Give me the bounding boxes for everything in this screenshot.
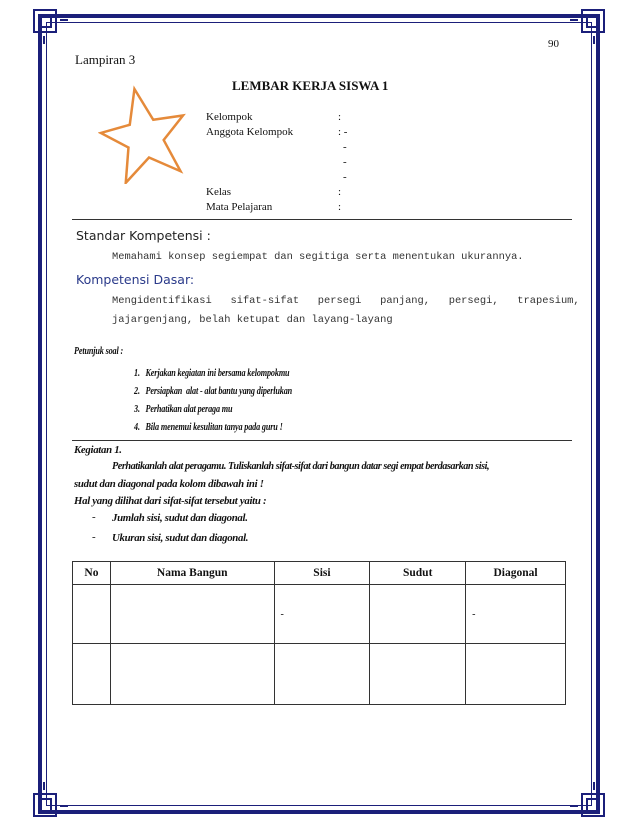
field-label-anggota: Anggota Kelompok [206,126,294,138]
table-header-row [73,562,566,585]
kegiatan-instruction-line1: Perhatikanlah alat peragamu. Tuliskanlah sifat-sifat dari bangun datar segi empat berdasarkan sisi, [112,461,490,472]
field-sep: - [343,156,347,168]
kegiatan-instruction-line3: Hal yang dilihat dari sifat-sifat tersebut yaitu : [74,495,267,507]
field-sep: : [338,186,342,198]
cell-no[interactable] [73,585,111,644]
petunjuk-item: 1. Kerjakan kegiatan ini bersama kelompokmu [134,368,290,379]
bullet-dash: - [92,531,96,543]
cell-diagonal[interactable]: - [466,585,566,644]
field-label-kelompok: Kelompok [206,111,253,123]
field-sep: - [343,141,347,153]
cell-sisi[interactable]: - [274,585,370,644]
field-label-blank [206,140,293,155]
cell-sisi[interactable] [274,644,370,705]
kompetensi-line2: jajargenjang, belah ketupat dan layang-layang [112,314,393,326]
page-number: 90 [548,38,559,50]
standar-text: Memahami konsep segiempat dan segitiga serta menentukan ukurannya. [112,251,524,263]
appendix-label: Lampiran 3 [75,52,136,67]
petunjuk-heading: Petunjuk soal : [74,346,124,357]
divider [72,219,572,220]
cell-sudut[interactable] [370,585,466,644]
field-sep: : [338,201,342,213]
field-label-blank [206,155,293,170]
petunjuk-item: 3. Perhatikan alat peraga mu [134,404,233,415]
field-sep: - [343,171,347,183]
table-row [73,585,566,644]
cell-nama-bangun[interactable] [110,644,274,705]
form-separators [338,110,347,215]
col-header-nama-bangun: Nama Bangun [110,562,274,585]
petunjuk-item: 4. Bila menemui kesulitan tanya pada guru ! [134,422,283,433]
bullet-dash: - [92,511,96,523]
bullet-text: Jumlah sisi, sudut dan diagonal. [112,512,248,524]
kegiatan-instruction-line2: sudut dan diagonal pada kolom dibawah ini ! [74,478,264,490]
field-sep: : - [338,126,348,138]
divider [72,440,572,441]
standar-heading: Standar Kompetensi : [76,228,211,243]
col-header-no: No [73,562,111,585]
kompetensi-line1: Mengidentifikasi sifat-sifat persegi panjang, persegi, trapesium, [112,295,580,307]
cell-sudut[interactable] [370,644,466,705]
field-label-kelas: Kelas [206,186,232,198]
col-header-diagonal: Diagonal [466,562,566,585]
col-header-sisi: Sisi [274,562,370,585]
cell-diagonal[interactable] [466,644,566,705]
field-label-blank [206,170,293,185]
col-header-sudut: Sudut [370,562,466,585]
bullet-text: Ukuran sisi, sudut dan diagonal. [112,532,249,544]
table-row [73,644,566,705]
page-title: LEMBAR KERJA SISWA 1 [232,78,389,93]
kegiatan-heading: Kegiatan 1. [74,444,122,456]
field-label-mapel: Mata Pelajaran [206,201,273,213]
petunjuk-item: 2. Persiapkan alat - alat bantu yang diperlukan [134,386,293,397]
properties-table [72,561,566,705]
star-icon [98,84,190,184]
cell-nama-bangun[interactable] [110,585,274,644]
cell-no[interactable] [73,644,111,705]
kompetensi-heading: Kompetensi Dasar: [76,272,195,287]
field-sep: : [338,111,342,123]
form-labels [206,110,293,215]
